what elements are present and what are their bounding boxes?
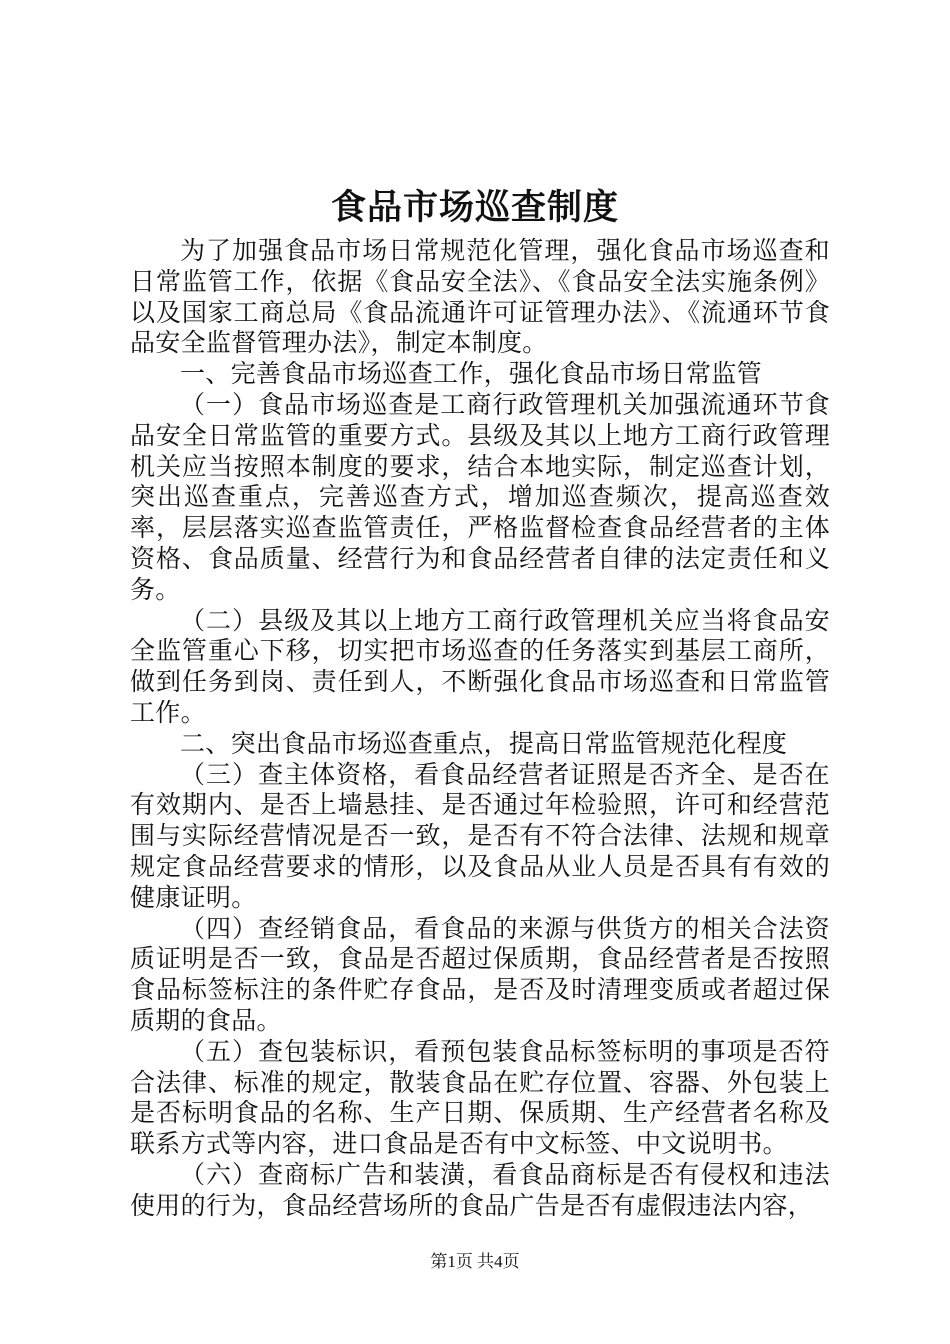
page-number-footer: 第1页 共4页 xyxy=(430,1252,520,1271)
paragraph-item-4: （四）查经销食品，看食品的来源与供货方的相关合法资质证明是否一致，食品是否超过保质期，食品经营者是否按照食品标签标注的条件贮存食品，是否及时清理变质或者超过保质期的食品。 xyxy=(130,913,830,1035)
paragraph-item-2: （二）县级及其以上地方工商行政管理机关应当将食品安全监管重心下移，切实把市场巡查的任务落实到基层工商所，做到任务到岗、责任到人，不断强化食品市场巡查和日常监管工作。 xyxy=(130,605,830,727)
document-body xyxy=(130,236,830,1222)
paragraph-intro: 为了加强食品市场日常规范化管理，强化食品市场巡查和日常监管工作，依据《食品安全法》、《食品安全法实施条例》以及国家工商总局《食品流通许可证管理办法》、《流通环节食品安全监督管理办法》，制定本制度。 xyxy=(130,236,830,358)
paragraph-item-6: （六）查商标广告和装潢，看食品商标是否有侵权和违法使用的行为，食品经营场所的食品广告是否有虚假违法内容， xyxy=(130,1159,830,1220)
paragraph-item-3: （三）查主体资格，看食品经营者证照是否齐全、是否在有效期内、是否上墙悬挂、是否通过年检验照，许可和经营范围与实际经营情况是否一致，是否有不符合法律、法规和规章规定食品经营要求的情形，以及食品从业人员是否具有有效的健康证明。 xyxy=(130,759,830,912)
paragraph-item-5: （五）查包装标识，看预包装食品标签标明的事项是否符合法律、标准的规定，散装食品在贮存位置、容器、外包装上是否标明食品的名称、生产日期、保质期、生产经营者名称及联系方式等内容，进口食品是否有中文标签、中文说明书。 xyxy=(130,1036,830,1159)
section-heading-2: 二、突出食品市场巡查重点，提高日常监管规范化程度 xyxy=(180,728,788,758)
section-heading-1: 一、完善食品市场巡查工作，强化食品市场日常监管 xyxy=(180,359,762,389)
paragraph-item-1: （一）食品市场巡查是工商行政管理机关加强流通环节食品安全日常监管的重要方式。县级及其以上地方工商行政管理机关应当按照本制度的要求，结合本地实际，制定巡查计划，突出巡查重点，完善巡查方式，增加巡查频次，提高巡查效率，层层落实巡查监管责任，严格监督检查食品经营者的主体资格、食品质量、经营行为和食品经营者自律的法定责任和义务。 xyxy=(130,389,830,604)
document-title: 食品市场巡查制度 xyxy=(330,187,619,228)
